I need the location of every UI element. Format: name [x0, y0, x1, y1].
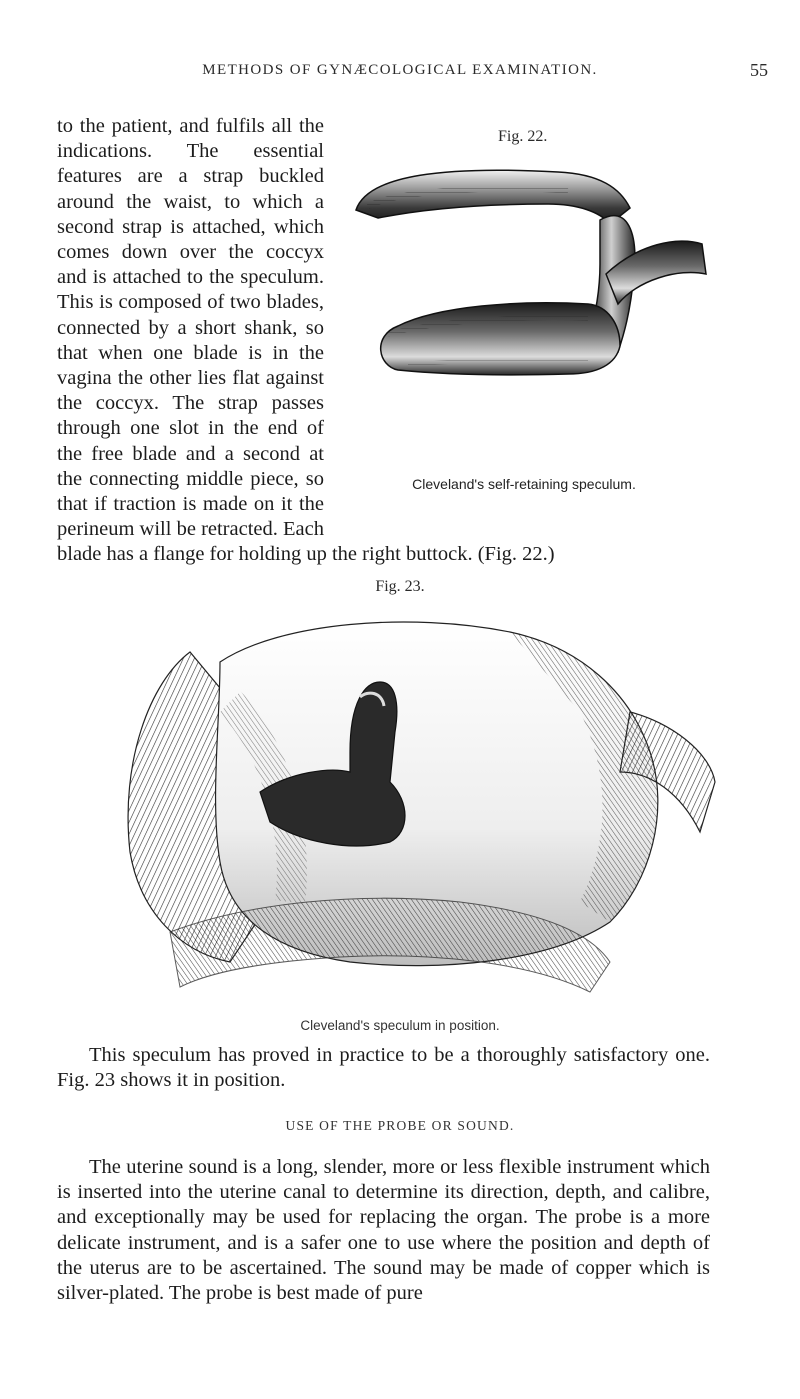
- section-heading: USE OF THE PROBE OR SOUND.: [285, 1118, 515, 1133]
- speculum-in-position-illustration: [110, 602, 720, 1002]
- paragraph-text: to the patient, and fulfils all the indications. The essential features are a strap buckled around the waist, to which a second strap is attached, which comes down over the coccyx and is attached to the speculum. This is composed of two blades, connected by a short shank, so that when one blade is in the vagina the other lies flat against the coccyx. The strap passes through one slot in the end of the free blade and a second at the connecting middle piece, so that if traction is made on it the perineum will be retracted. Each blade has a flange for holding up the right buttock. (Fig. 22.): [57, 115, 555, 566]
- paragraph-speculum-description: [57, 114, 710, 568]
- page-header: [32, 62, 768, 88]
- figure-22: [338, 128, 710, 526]
- figure-22-label: Fig. 22.: [498, 128, 548, 145]
- page-number: 55: [750, 60, 768, 80]
- figure-22-caption: Cleveland's self-retaining speculum.: [412, 476, 636, 492]
- figure-23-caption: Cleveland's speculum in position.: [300, 1018, 500, 1033]
- figure-23-label: Fig. 23.: [375, 578, 425, 595]
- speculum-illustration: [338, 164, 710, 464]
- paragraph-practice: This speculum has proved in practice to be a thoroughly satisfactory one. Fig. 23 shows it in position.: [57, 1044, 710, 1092]
- running-head: METHODS OF GYNÆCOLOGICAL EXAMINATION.: [202, 62, 598, 78]
- paragraph-uterine-sound: The uterine sound is a long, slender, more or less flexible instrument which is inserted into the uterine canal to determine its direction, depth, and calibre, and exceptionally may be used for replacing the organ. The probe is a more delicate instrument, and is a safer one to use where the position and depth of the uterus are to be ascertained. The sound may be made of copper which is silver-plated. The probe is best made of pure: [57, 1156, 710, 1305]
